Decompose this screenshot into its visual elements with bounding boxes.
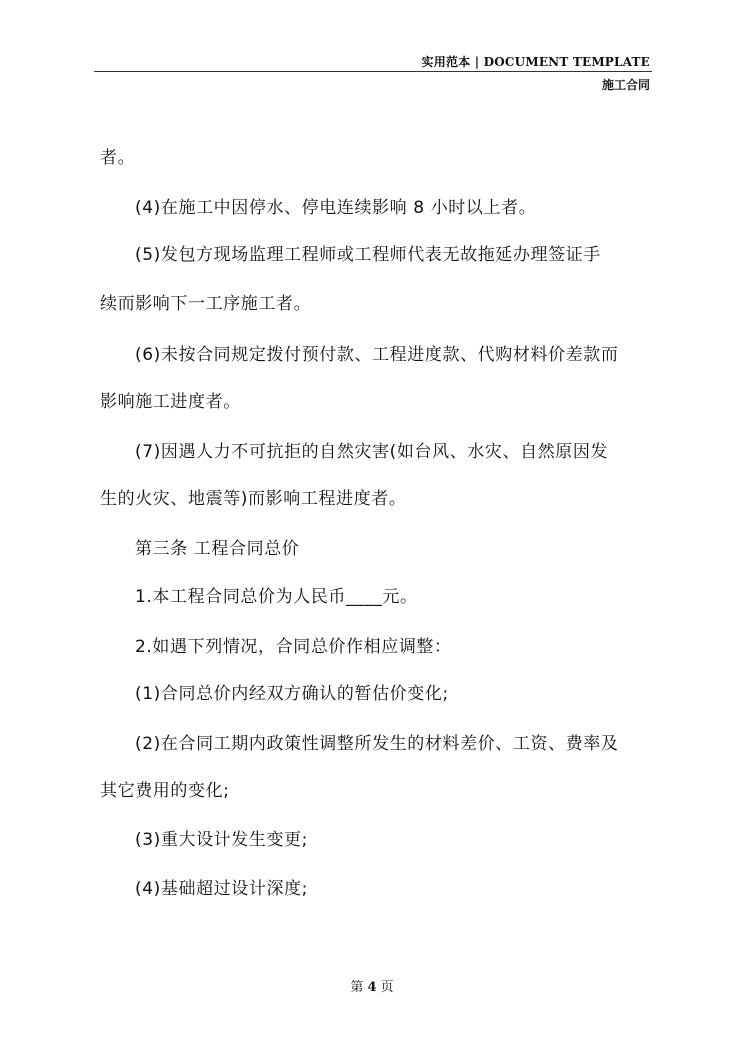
text-line: (4)在施工中因停水、停电连续影响 8 小时以上者。 [135,198,537,218]
text-line: (1)合同总价内经双方确认的暂估价变化; [135,684,449,704]
text-line: (5)发包方现场监理工程师或工程师代表无故拖延办理签证手 [135,245,601,265]
page-number [0,976,744,995]
text-line: (4)基础超过设计深度; [135,879,309,899]
text-line: (3)重大设计发生变更; [135,830,309,850]
header-subtitle: 施工合同 [601,78,650,92]
text-line: 1.本工程合同总价为人民币____元。 [135,587,418,607]
header-divider [94,71,652,72]
header-title: 实用范本 | DOCUMENT TEMPLATE [421,55,650,69]
page-number-value: 4 [367,980,377,995]
page-number-prefix: 第 [350,980,364,995]
section-heading: 第三条 工程合同总价 [135,539,300,559]
text-line: (7)因遇人力不可抗拒的自然灾害(如台风、水灾、自然原因发 [135,442,609,462]
text-line: 生的火灾、地震等)而影响工程进度者。 [100,489,407,509]
text-line: (6)未按合同规定拨付预付款、工程进度款、代购材料价差款而 [135,345,619,365]
text-line: 影响施工进度者。 [100,392,241,412]
text-line: 者。 [100,148,136,168]
page-number-suffix: 页 [380,980,394,995]
text-line: (2)在合同工期内政策性调整所发生的材料差价、工资、费率及 [135,734,619,754]
text-line: 2.如遇下列情况，合同总价作相应调整： [135,637,452,657]
text-line: 其它费用的变化; [100,781,230,801]
text-line: 续而影响下一工序施工者。 [100,294,312,314]
